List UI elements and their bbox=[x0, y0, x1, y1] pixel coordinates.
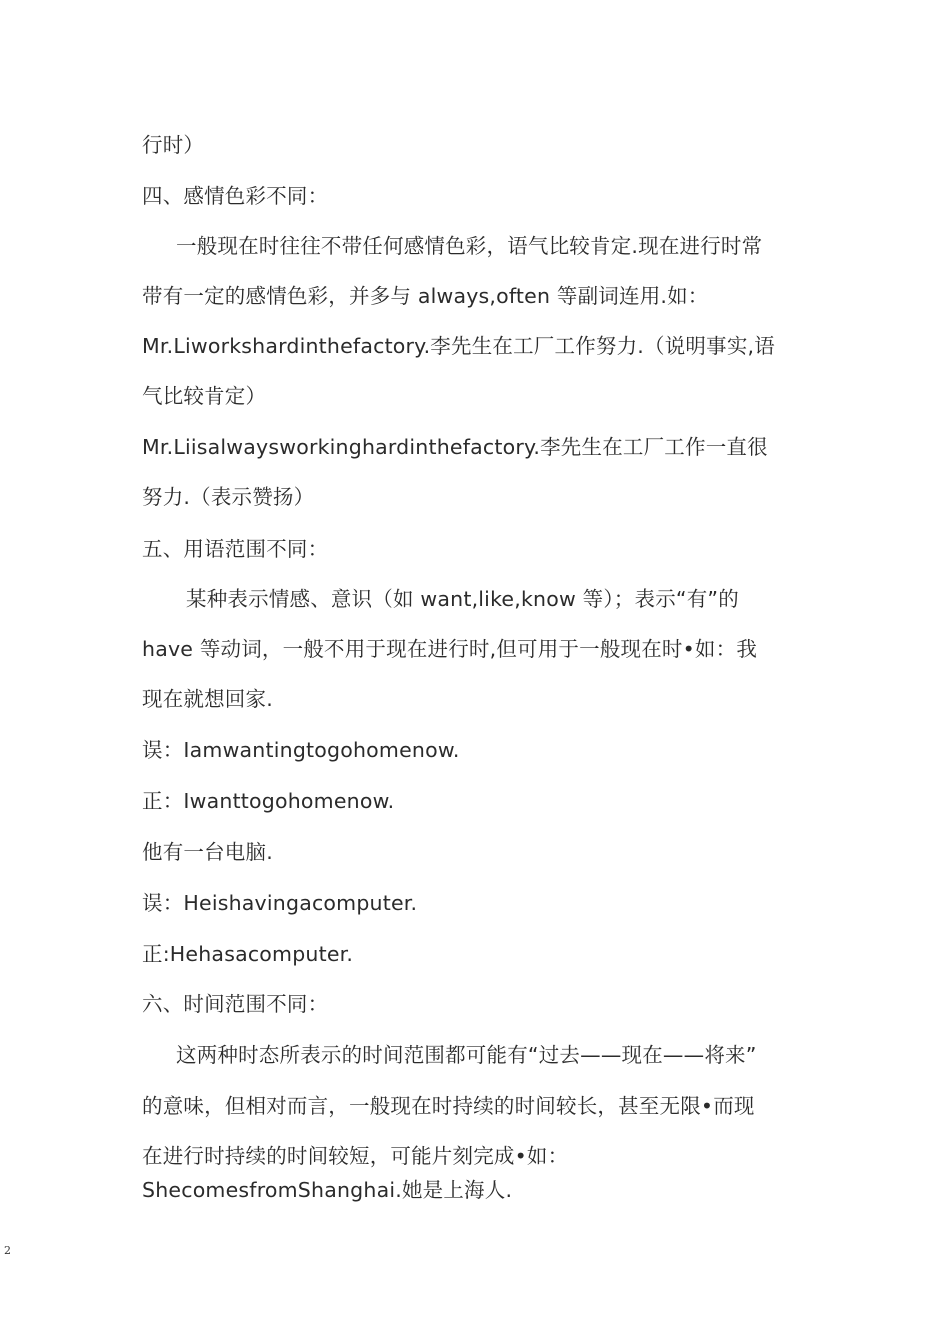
text-line-19: 这两种时态所表示的时间范围都可能有“过去——现在——将来” bbox=[176, 1043, 757, 1067]
text-line-4: 带有一定的感情色彩，并多与 always,often 等副词连用.如： bbox=[142, 284, 709, 308]
text-line-1: 行时） bbox=[142, 133, 205, 157]
text-line-10: 某种表示情感、意识（如 want,like,know 等）；表示“有”的 bbox=[186, 587, 739, 611]
text-line-12: 现在就想回家. bbox=[142, 687, 273, 711]
example-line-1: Mr.Liworkshardinthefactory.李先生在工厂工作努力.（说明事实,语 bbox=[142, 334, 775, 358]
page-number: 2 bbox=[4, 1244, 11, 1257]
text-line-15: 他有一台电脑. bbox=[142, 840, 273, 864]
text-line-21: 在进行时持续的时间较短，可能片刻完成•如： bbox=[142, 1144, 569, 1168]
text-line-11: have 等动词，一般不用于现在进行时,但可用于一般现在时•如：我 bbox=[142, 637, 758, 661]
text-line-3: 一般现在时往往不带任何感情色彩，语气比较肯定.现在进行时常 bbox=[176, 234, 763, 258]
text-line-8: 努力.（表示赞扬） bbox=[142, 485, 315, 509]
section-heading-5: 五、用语范围不同： bbox=[142, 537, 329, 561]
text-line-20: 的意味，但相对而言，一般现在时持续的时间较长，甚至无限•而现 bbox=[142, 1094, 755, 1118]
correct-example-1: 正：Iwanttogohomenow. bbox=[142, 789, 395, 813]
section-heading-6: 六、时间范围不同： bbox=[142, 992, 329, 1016]
section-heading-4: 四、感情色彩不同： bbox=[142, 184, 329, 208]
example-line-3: ShecomesfromShanghai.她是上海人. bbox=[142, 1178, 513, 1202]
wrong-example-2: 误：Heishavingacomputer. bbox=[142, 891, 418, 915]
correct-example-2: 正:Hehasacomputer. bbox=[142, 942, 354, 966]
text-line-6: 气比较肯定） bbox=[142, 384, 267, 408]
example-line-2: Mr.Liisalwaysworkinghardinthefactory.李先生在工厂工作一直很 bbox=[142, 435, 768, 459]
wrong-example-1: 误：Iamwantingtogohomenow. bbox=[142, 738, 460, 762]
